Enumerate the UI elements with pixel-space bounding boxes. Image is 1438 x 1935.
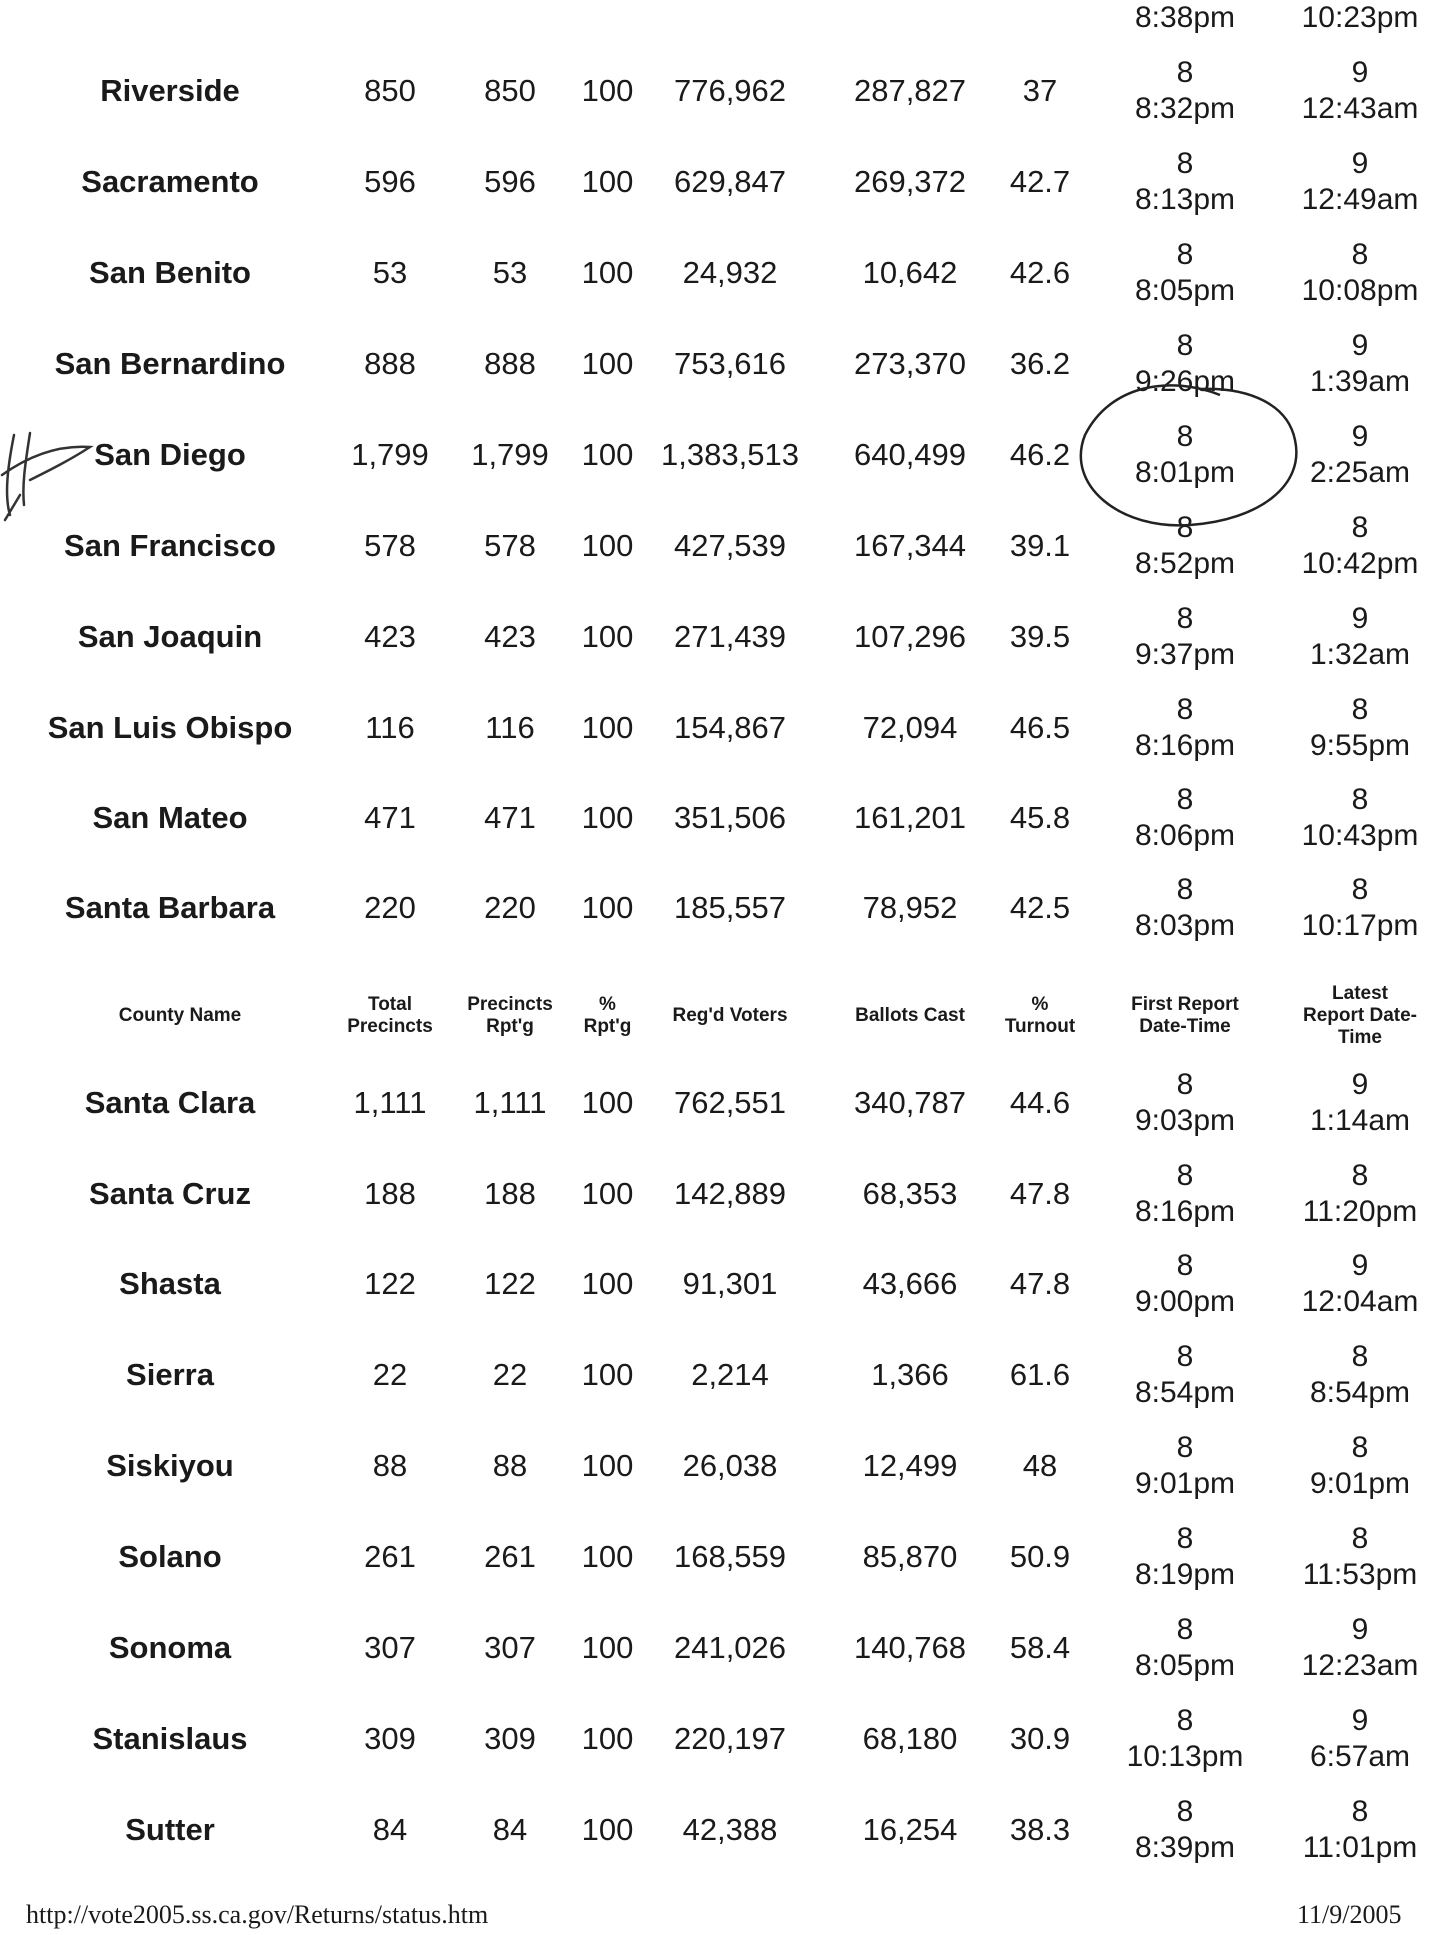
ballots-cast: 161,201 bbox=[853, 800, 967, 835]
table-row bbox=[0, 1511, 1438, 1603]
ballots-cast: 78,952 bbox=[862, 890, 958, 925]
latest-report-day: 9 bbox=[1351, 1249, 1369, 1282]
latest-report-day: 8 bbox=[1351, 238, 1369, 271]
latest-report-datetime bbox=[1280, 682, 1438, 774]
county-name: San Luis Obispo bbox=[47, 710, 293, 745]
pct-reporting: 100 bbox=[581, 1085, 634, 1120]
latest-report-datetime bbox=[1280, 772, 1438, 864]
table-row bbox=[0, 1148, 1438, 1240]
header-line: First Report bbox=[1131, 994, 1239, 1015]
column-header-row bbox=[0, 970, 1438, 1062]
first-report-day: 8 bbox=[1176, 1159, 1194, 1192]
precincts-reporting: 188 bbox=[484, 1176, 536, 1211]
latest-report-time: 10:17pm bbox=[1301, 909, 1419, 942]
latest-report-time: 9:55pm bbox=[1309, 729, 1411, 762]
header-line: % bbox=[1031, 994, 1049, 1015]
header-line: Turnout bbox=[1004, 1016, 1076, 1037]
precincts-reporting: 1,799 bbox=[471, 437, 549, 472]
pct-reporting: 100 bbox=[581, 437, 634, 472]
first-report-datetime bbox=[1110, 1057, 1260, 1149]
first-report-datetime bbox=[1110, 1693, 1260, 1785]
latest-report-day: 8 bbox=[1351, 1522, 1369, 1555]
header-line: Time bbox=[1337, 1027, 1382, 1048]
first-report-time: 8:54pm bbox=[1134, 1376, 1236, 1409]
first-report-time: 8:38pm bbox=[1134, 1, 1236, 34]
header-line: Precincts bbox=[347, 1016, 433, 1037]
first-report-time: 9:00pm bbox=[1134, 1285, 1236, 1318]
first-report-day: 8 bbox=[1176, 1249, 1194, 1282]
precincts-reporting: 220 bbox=[484, 890, 536, 925]
print-date: 11/9/2005 bbox=[1297, 1900, 1402, 1929]
precincts-reporting: 1,111 bbox=[473, 1085, 547, 1120]
precincts-reporting: 22 bbox=[492, 1357, 528, 1392]
pct-reporting: 100 bbox=[581, 528, 634, 563]
pct-reporting: 100 bbox=[581, 73, 634, 108]
precincts-reporting: 116 bbox=[485, 710, 535, 745]
latest-report-day: 8 bbox=[1351, 1795, 1369, 1828]
registered-voters: 24,932 bbox=[682, 255, 778, 290]
pct-reporting: 100 bbox=[581, 346, 634, 381]
table-row bbox=[0, 772, 1438, 864]
latest-report-day: 9 bbox=[1351, 56, 1369, 89]
latest-report-day: 9 bbox=[1351, 147, 1369, 180]
county-name: Sonoma bbox=[108, 1630, 232, 1665]
header-line: Date-Time bbox=[1139, 1016, 1231, 1037]
latest-report-day: 8 bbox=[1351, 1340, 1369, 1373]
first-report-time: 8:01pm bbox=[1134, 456, 1236, 489]
latest-report-time: 12:04am bbox=[1301, 1285, 1419, 1318]
table-row bbox=[0, 136, 1438, 228]
county-name: San Benito bbox=[89, 255, 251, 290]
first-report-day: 8 bbox=[1176, 602, 1194, 635]
first-report-day: 8 bbox=[1176, 783, 1194, 816]
first-report-day: 8 bbox=[1176, 329, 1194, 362]
source-url: http://vote2005.ss.ca.gov/Returns/status.htm bbox=[26, 1900, 489, 1929]
first-report-time: 9:01pm bbox=[1134, 1467, 1236, 1500]
county-name: San Mateo bbox=[92, 800, 248, 835]
pct-reporting: 100 bbox=[581, 164, 634, 199]
total-precincts: 423 bbox=[364, 619, 416, 654]
total-precincts: 88 bbox=[372, 1448, 408, 1483]
county-name: Sacramento bbox=[81, 164, 259, 199]
latest-report-time: 1:14am bbox=[1309, 1104, 1411, 1137]
latest-report-datetime bbox=[1280, 1329, 1438, 1421]
pct-turnout: 46.5 bbox=[1009, 710, 1071, 745]
table-row bbox=[0, 591, 1438, 683]
latest-report-datetime bbox=[1280, 591, 1438, 683]
latest-report-time: 1:32am bbox=[1309, 638, 1411, 671]
total-precincts: 188 bbox=[364, 1176, 416, 1211]
latest-report-datetime bbox=[1280, 1511, 1438, 1603]
registered-voters: 2,214 bbox=[691, 1357, 769, 1392]
handwritten-circle bbox=[1070, 375, 1310, 535]
latest-report-time: 10:43pm bbox=[1301, 819, 1419, 852]
county-name: Sierra bbox=[126, 1357, 214, 1392]
registered-voters: 91,301 bbox=[682, 1266, 778, 1301]
registered-voters: 351,506 bbox=[673, 800, 787, 835]
first-report-datetime bbox=[1110, 862, 1260, 954]
header-pct-turnout bbox=[990, 970, 1090, 1062]
registered-voters: 241,026 bbox=[673, 1630, 787, 1665]
first-report-day: 8 bbox=[1176, 873, 1194, 906]
latest-report-time: 10:42pm bbox=[1301, 547, 1419, 580]
pct-reporting: 100 bbox=[581, 1812, 634, 1847]
county-name: San Bernardino bbox=[54, 346, 286, 381]
header-first-report bbox=[1110, 970, 1260, 1062]
first-report-time: 8:13pm bbox=[1134, 183, 1236, 216]
first-report-time: 8:16pm bbox=[1134, 1195, 1236, 1228]
first-report-time: 8:32pm bbox=[1134, 92, 1236, 125]
ballots-cast: 16,254 bbox=[862, 1812, 958, 1847]
registered-voters: 185,557 bbox=[673, 890, 787, 925]
ballots-cast: 85,870 bbox=[862, 1539, 958, 1574]
ballots-cast: 140,768 bbox=[853, 1630, 967, 1665]
precincts-reporting: 88 bbox=[492, 1448, 528, 1483]
pct-turnout: 48 bbox=[1022, 1448, 1058, 1483]
precincts-reporting: 471 bbox=[484, 800, 536, 835]
county-name: Solano bbox=[118, 1539, 222, 1574]
table-row bbox=[0, 1238, 1438, 1330]
precincts-reporting: 309 bbox=[484, 1721, 536, 1756]
latest-report-day: 8 bbox=[1351, 1431, 1369, 1464]
precincts-reporting: 596 bbox=[484, 164, 536, 199]
registered-voters: 776,962 bbox=[673, 73, 787, 108]
table-row bbox=[0, 45, 1438, 137]
latest-report-datetime bbox=[1280, 1693, 1438, 1785]
header-line: Total bbox=[368, 994, 412, 1015]
table-row bbox=[0, 1693, 1438, 1785]
pct-turnout: 42.5 bbox=[1009, 890, 1071, 925]
ballots-cast: 107,296 bbox=[853, 619, 967, 654]
county-name: Santa Clara bbox=[84, 1085, 256, 1120]
header-ballots-cast: Ballots Cast bbox=[855, 1005, 965, 1026]
latest-report-datetime bbox=[1280, 1784, 1438, 1876]
latest-report-time: 11:53pm bbox=[1302, 1558, 1418, 1591]
latest-report-day: 8 bbox=[1351, 693, 1369, 726]
pct-reporting: 100 bbox=[581, 255, 634, 290]
precincts-reporting: 84 bbox=[492, 1812, 528, 1847]
header-line: Report Date- bbox=[1302, 1005, 1417, 1026]
first-report-time: 10:13pm bbox=[1126, 1740, 1244, 1773]
ballots-cast: 640,499 bbox=[853, 437, 967, 472]
first-report-day: 8 bbox=[1176, 1795, 1194, 1828]
pct-turnout: 42.7 bbox=[1009, 164, 1071, 199]
registered-voters: 762,551 bbox=[673, 1085, 787, 1120]
total-precincts: 22 bbox=[372, 1357, 408, 1392]
latest-report-datetime bbox=[1280, 45, 1438, 137]
pct-turnout: 30.9 bbox=[1009, 1721, 1071, 1756]
county-name: Riverside bbox=[100, 73, 240, 108]
header-pct-rptg bbox=[565, 970, 650, 1062]
county-name: Sutter bbox=[125, 1812, 215, 1847]
ballots-cast: 68,180 bbox=[862, 1721, 958, 1756]
latest-report-datetime bbox=[1280, 1057, 1438, 1149]
latest-report-datetime bbox=[1280, 136, 1438, 228]
ballots-cast: 12,499 bbox=[862, 1448, 958, 1483]
ballots-cast: 273,370 bbox=[853, 346, 967, 381]
pct-reporting: 100 bbox=[581, 1721, 634, 1756]
registered-voters: 154,867 bbox=[673, 710, 787, 745]
first-report-datetime bbox=[1110, 136, 1260, 228]
first-report-datetime bbox=[1110, 682, 1260, 774]
total-precincts: 309 bbox=[364, 1721, 416, 1756]
latest-report-time: 6:57am bbox=[1309, 1740, 1411, 1773]
latest-report-time: 10:08pm bbox=[1301, 274, 1419, 307]
latest-report-time: 1:39am bbox=[1309, 365, 1411, 398]
latest-report-day: 9 bbox=[1351, 329, 1369, 362]
pct-reporting: 100 bbox=[581, 1539, 634, 1574]
first-report-day: 8 bbox=[1176, 1340, 1194, 1373]
pct-turnout: 47.8 bbox=[1009, 1266, 1071, 1301]
pct-reporting: 100 bbox=[581, 800, 634, 835]
total-precincts: 53 bbox=[372, 255, 408, 290]
first-report-time: 8:05pm bbox=[1134, 274, 1236, 307]
latest-report-day: 9 bbox=[1351, 1704, 1369, 1737]
first-report-day: 8 bbox=[1176, 1613, 1194, 1646]
first-report-datetime bbox=[1110, 1238, 1260, 1330]
precincts-reporting: 850 bbox=[484, 73, 536, 108]
pct-reporting: 100 bbox=[581, 619, 634, 654]
precincts-reporting: 307 bbox=[484, 1630, 536, 1665]
header-precincts-rptg bbox=[450, 970, 570, 1062]
first-report-time: 9:37pm bbox=[1134, 638, 1236, 671]
latest-report-time: 12:49am bbox=[1301, 183, 1419, 216]
first-report-datetime bbox=[1110, 1784, 1260, 1876]
first-report-time: 8:19pm bbox=[1134, 1558, 1236, 1591]
pct-turnout: 44.6 bbox=[1009, 1085, 1071, 1120]
first-report-day: 8 bbox=[1176, 147, 1194, 180]
ballots-cast: 10,642 bbox=[862, 255, 958, 290]
total-precincts: 84 bbox=[372, 1812, 408, 1847]
registered-voters: 427,539 bbox=[673, 528, 787, 563]
table-row bbox=[0, 227, 1438, 319]
pct-reporting: 100 bbox=[581, 1448, 634, 1483]
first-report-day: 8 bbox=[1176, 511, 1194, 544]
first-report-datetime bbox=[1110, 227, 1260, 319]
county-name: San Diego bbox=[94, 437, 246, 472]
pct-turnout: 42.6 bbox=[1009, 255, 1071, 290]
pct-turnout: 39.5 bbox=[1009, 619, 1071, 654]
latest-report-time: 12:43am bbox=[1301, 92, 1419, 125]
precincts-reporting: 578 bbox=[484, 528, 536, 563]
table-row bbox=[0, 1784, 1438, 1876]
first-report-day: 8 bbox=[1176, 56, 1194, 89]
registered-voters: 168,559 bbox=[673, 1539, 787, 1574]
first-report-day: 8 bbox=[1176, 1704, 1194, 1737]
ballots-cast: 269,372 bbox=[853, 164, 967, 199]
pct-turnout: 38.3 bbox=[1009, 1812, 1071, 1847]
pct-turnout: 47.8 bbox=[1009, 1176, 1071, 1211]
header-line: Precincts bbox=[467, 994, 553, 1015]
first-report-time: 8:03pm bbox=[1134, 909, 1236, 942]
first-report-datetime bbox=[1110, 1420, 1260, 1512]
ballots-cast: 68,353 bbox=[862, 1176, 958, 1211]
latest-report-time: 8:54pm bbox=[1309, 1376, 1411, 1409]
precincts-reporting: 261 bbox=[484, 1539, 536, 1574]
latest-report-datetime bbox=[1280, 1420, 1438, 1512]
first-report-datetime bbox=[1110, 1148, 1260, 1240]
latest-report-datetime bbox=[1280, 227, 1438, 319]
total-precincts: 596 bbox=[364, 164, 416, 199]
latest-report-datetime bbox=[1280, 1238, 1438, 1330]
county-name: Shasta bbox=[119, 1266, 221, 1301]
table-row bbox=[0, 682, 1438, 774]
total-precincts: 888 bbox=[364, 346, 416, 381]
first-report-day: 8 bbox=[1176, 1522, 1194, 1555]
total-precincts: 307 bbox=[364, 1630, 416, 1665]
pct-turnout: 45.8 bbox=[1009, 800, 1071, 835]
header-line: % bbox=[599, 994, 616, 1015]
registered-voters: 42,388 bbox=[682, 1812, 778, 1847]
latest-report-day: 9 bbox=[1351, 420, 1369, 453]
latest-report-datetime bbox=[1280, 1148, 1438, 1240]
first-report-time: 8:39pm bbox=[1134, 1831, 1236, 1864]
latest-report-datetime bbox=[1280, 1602, 1438, 1694]
pct-turnout: 39.1 bbox=[1009, 528, 1071, 563]
header-regd-voters: Reg'd Voters bbox=[672, 1005, 788, 1026]
latest-report-day: 9 bbox=[1351, 602, 1369, 635]
pct-reporting: 100 bbox=[581, 1266, 634, 1301]
total-precincts: 471 bbox=[364, 800, 416, 835]
latest-report-time: 9:01pm bbox=[1309, 1467, 1411, 1500]
latest-report-day: 9 bbox=[1351, 1068, 1369, 1101]
pct-turnout: 61.6 bbox=[1009, 1357, 1071, 1392]
total-precincts: 122 bbox=[364, 1266, 416, 1301]
registered-voters: 271,439 bbox=[673, 619, 787, 654]
first-report-time: 8:06pm bbox=[1134, 819, 1236, 852]
pct-reporting: 100 bbox=[581, 890, 634, 925]
ballots-cast: 1,366 bbox=[871, 1357, 949, 1392]
header-line: Rpt'g bbox=[583, 1016, 632, 1037]
latest-report-day: 8 bbox=[1351, 1159, 1369, 1192]
county-name: San Joaquin bbox=[77, 619, 263, 654]
table-row bbox=[0, 1329, 1438, 1421]
registered-voters: 26,038 bbox=[682, 1448, 778, 1483]
header-latest-report bbox=[1280, 970, 1438, 1062]
first-report-day: 8 bbox=[1176, 420, 1194, 453]
header-county-name: County Name bbox=[118, 1005, 242, 1026]
ballots-cast: 167,344 bbox=[853, 528, 967, 563]
latest-report-datetime bbox=[1280, 862, 1438, 954]
total-precincts: 220 bbox=[364, 890, 416, 925]
pct-turnout: 50.9 bbox=[1009, 1539, 1071, 1574]
latest-report-day: 8 bbox=[1351, 511, 1369, 544]
pct-reporting: 100 bbox=[581, 1357, 634, 1392]
pct-turnout: 58.4 bbox=[1009, 1630, 1071, 1665]
table-row bbox=[0, 1420, 1438, 1512]
registered-voters: 142,889 bbox=[673, 1176, 787, 1211]
first-report-time: 9:26pm bbox=[1134, 365, 1236, 398]
first-report-datetime bbox=[1110, 45, 1260, 137]
latest-report-time: 11:01pm bbox=[1302, 1831, 1418, 1864]
pct-reporting: 100 bbox=[581, 710, 634, 745]
registered-voters: 1,383,513 bbox=[661, 437, 799, 472]
latest-report-day: 8 bbox=[1351, 873, 1369, 906]
table-row bbox=[0, 862, 1438, 954]
first-report-day: 8 bbox=[1176, 1431, 1194, 1464]
table-row bbox=[0, 1602, 1438, 1694]
first-report-time: 9:03pm bbox=[1134, 1104, 1236, 1137]
header-line: Rpt'g bbox=[486, 1016, 534, 1037]
handwritten-signature-mark bbox=[0, 425, 110, 525]
first-report-datetime bbox=[1110, 591, 1260, 683]
precincts-reporting: 122 bbox=[484, 1266, 536, 1301]
total-precincts: 1,111 bbox=[353, 1085, 427, 1120]
registered-voters: 629,847 bbox=[673, 164, 787, 199]
ballots-cast: 72,094 bbox=[862, 710, 958, 745]
latest-report-day: 8 bbox=[1351, 783, 1369, 816]
first-report-datetime bbox=[1110, 772, 1260, 864]
latest-report-time: 10:23pm bbox=[1301, 1, 1419, 34]
county-name: Santa Cruz bbox=[89, 1176, 251, 1211]
latest-report-time: 11:20pm bbox=[1302, 1195, 1418, 1228]
registered-voters: 220,197 bbox=[673, 1721, 787, 1756]
partial-previous-row bbox=[0, 0, 1438, 36]
total-precincts: 1,799 bbox=[351, 437, 429, 472]
county-name: San Francisco bbox=[64, 528, 276, 563]
pct-reporting: 100 bbox=[581, 1176, 634, 1211]
pct-turnout: 46.2 bbox=[1009, 437, 1071, 472]
pct-turnout: 36.2 bbox=[1009, 346, 1071, 381]
latest-report-day: 9 bbox=[1351, 1613, 1369, 1646]
total-precincts: 578 bbox=[364, 528, 416, 563]
first-report-day: 8 bbox=[1176, 1068, 1194, 1101]
pct-turnout: 37 bbox=[1022, 73, 1058, 108]
precincts-reporting: 888 bbox=[484, 346, 536, 381]
first-report-datetime bbox=[1110, 1602, 1260, 1694]
first-report-datetime bbox=[1110, 1511, 1260, 1603]
precincts-reporting: 53 bbox=[492, 255, 528, 290]
table-row bbox=[0, 1057, 1438, 1149]
first-report-datetime bbox=[1110, 1329, 1260, 1421]
latest-report-time: 2:25am bbox=[1309, 456, 1411, 489]
header-total-precincts bbox=[330, 970, 450, 1062]
registered-voters: 753,616 bbox=[673, 346, 787, 381]
county-name: Stanislaus bbox=[92, 1721, 248, 1756]
ballots-cast: 340,787 bbox=[853, 1085, 967, 1120]
total-precincts: 850 bbox=[364, 73, 416, 108]
total-precincts: 261 bbox=[364, 1539, 416, 1574]
county-name: Santa Barbara bbox=[64, 890, 276, 925]
precincts-reporting: 423 bbox=[484, 619, 536, 654]
ballots-cast: 43,666 bbox=[862, 1266, 958, 1301]
pct-reporting: 100 bbox=[581, 1630, 634, 1665]
first-report-day: 8 bbox=[1176, 238, 1194, 271]
first-report-time: 8:16pm bbox=[1134, 729, 1236, 762]
header-line: Latest bbox=[1332, 983, 1388, 1004]
latest-report-time: 12:23am bbox=[1301, 1649, 1419, 1682]
first-report-day: 8 bbox=[1176, 693, 1194, 726]
ballots-cast: 287,827 bbox=[853, 73, 967, 108]
first-report-time: 8:52pm bbox=[1134, 547, 1236, 580]
county-name: Siskiyou bbox=[106, 1448, 234, 1483]
total-precincts: 116 bbox=[365, 710, 415, 745]
first-report-time: 8:05pm bbox=[1134, 1649, 1236, 1682]
